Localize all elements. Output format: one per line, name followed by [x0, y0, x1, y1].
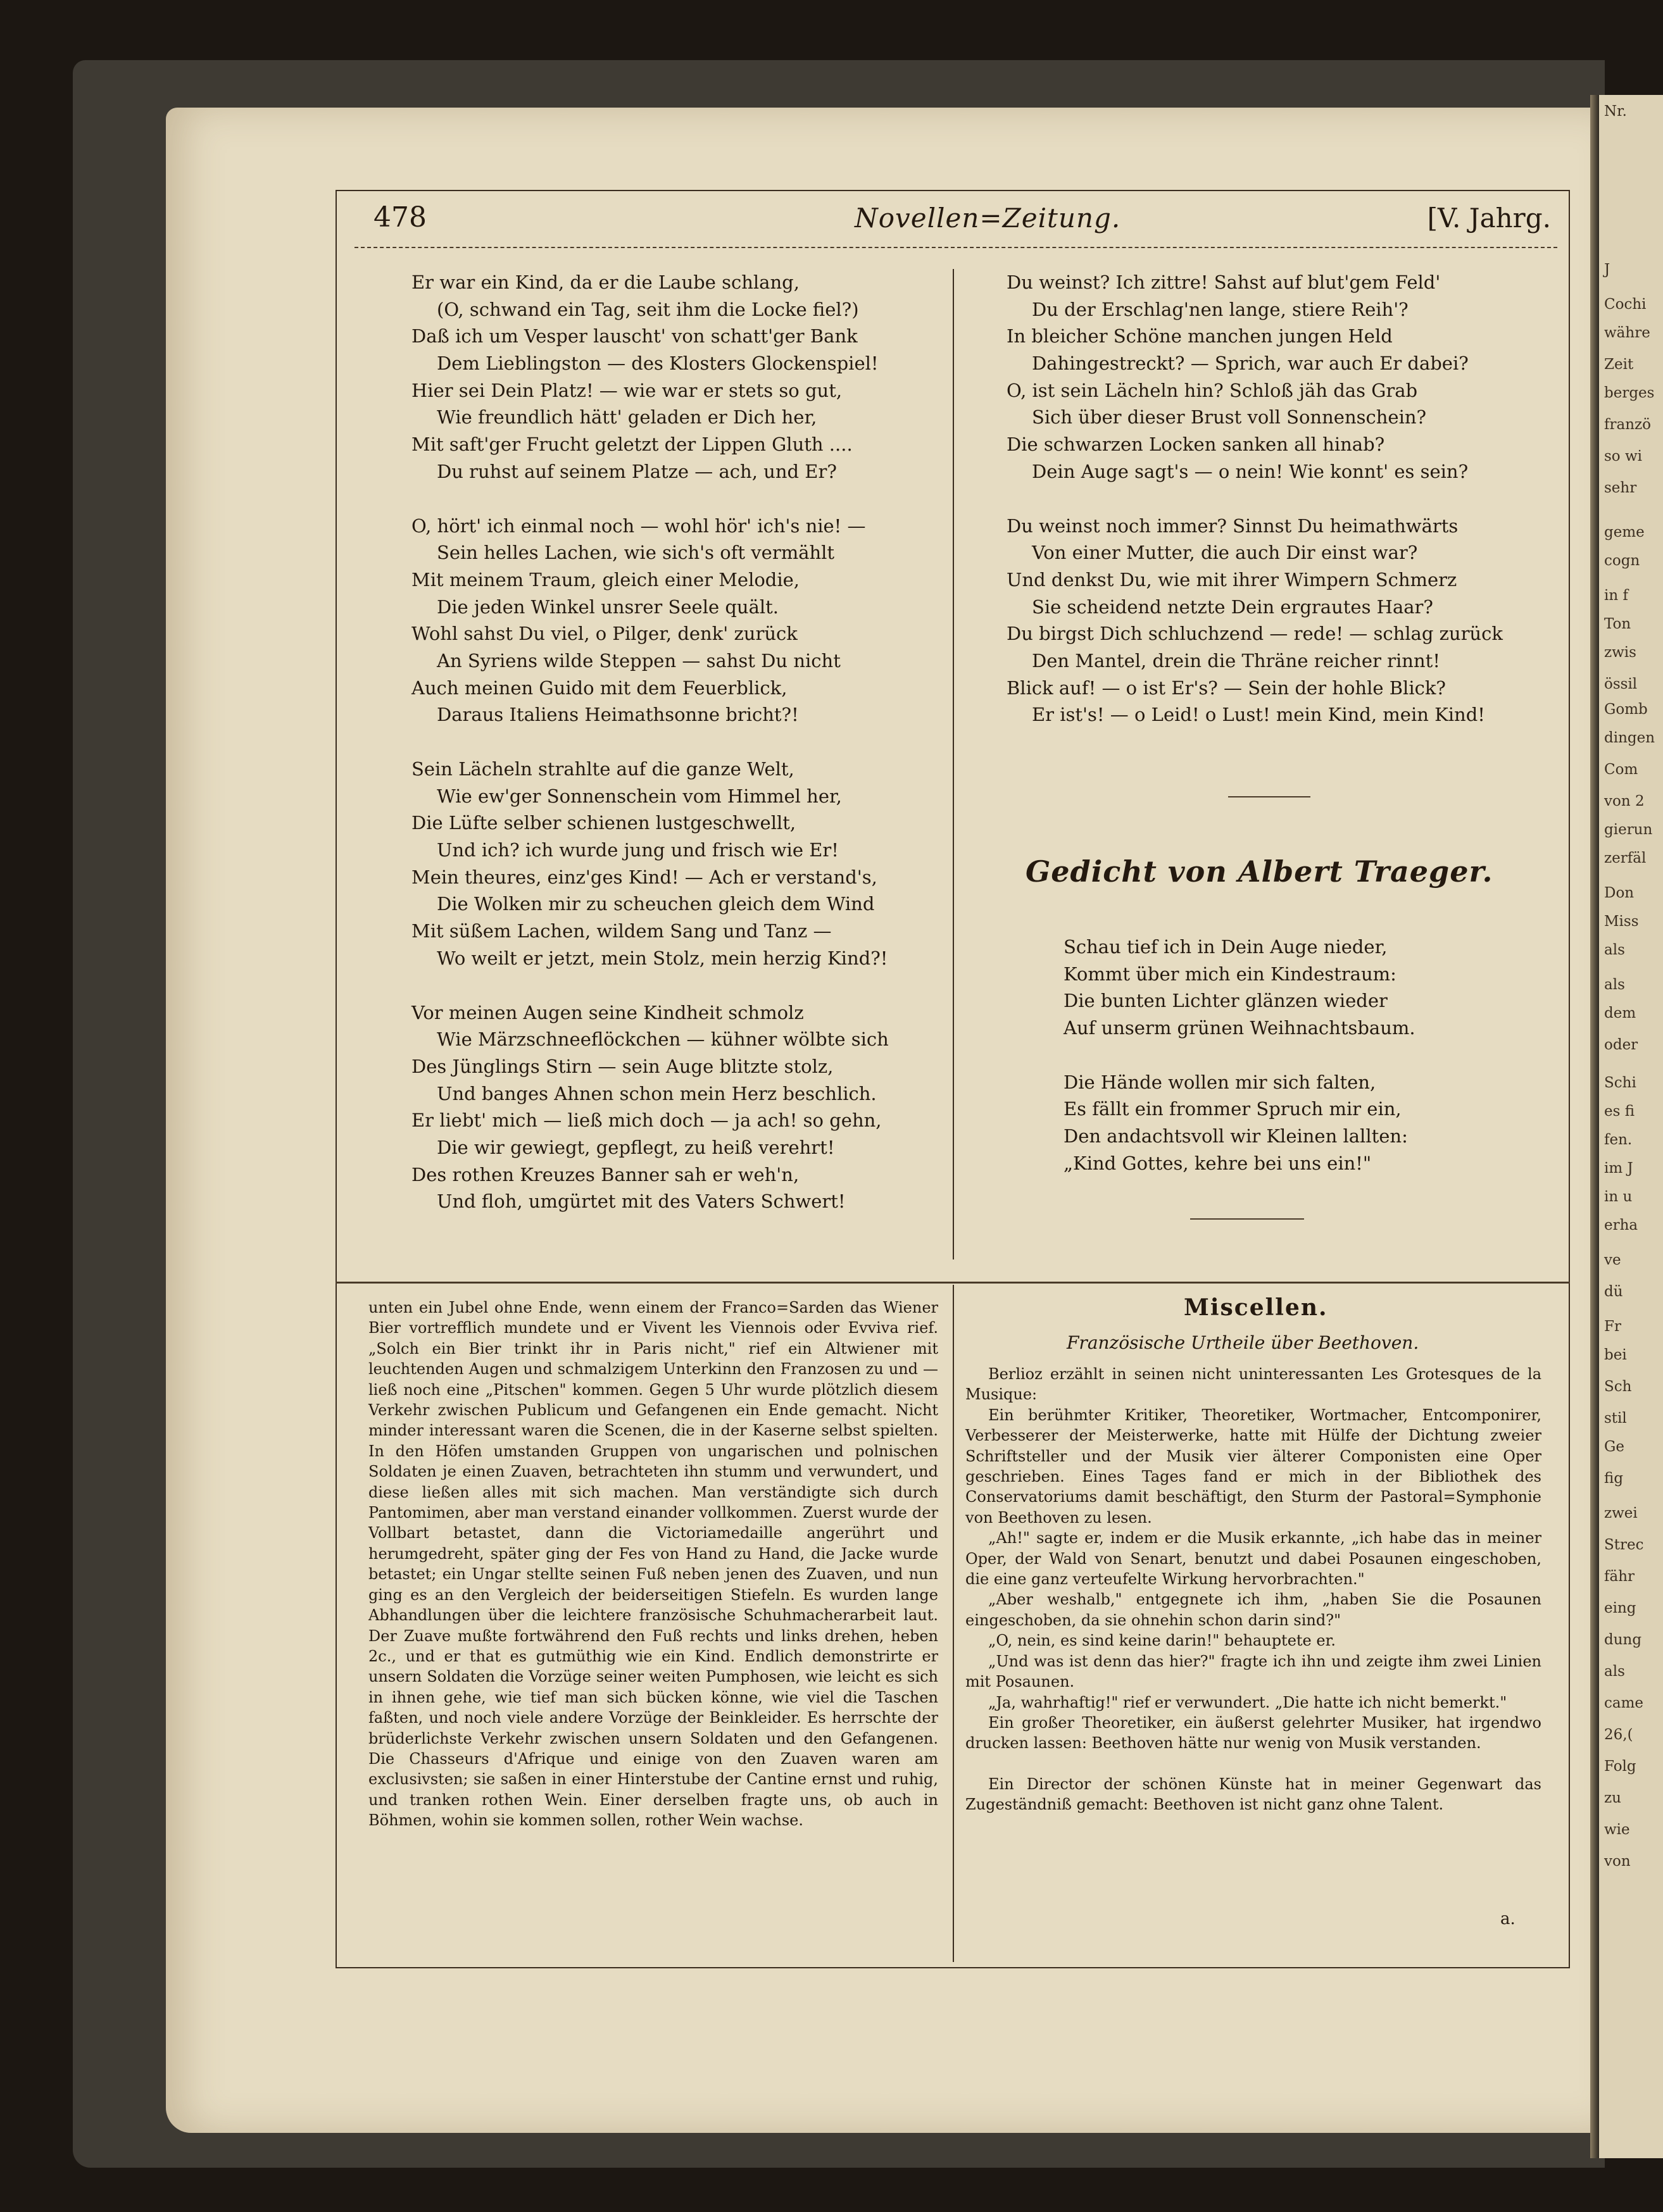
adjacent-page-fragment: als [1604, 942, 1625, 958]
poem-line: Wohl sahst Du viel, o Pilger, denk' zurück [411, 623, 798, 645]
column-divider-top [953, 269, 954, 1259]
adjacent-page-fragment: als [1604, 977, 1625, 993]
adjacent-page-fragment: Don [1604, 885, 1635, 901]
running-title: Novellen=Zeitung. [855, 203, 1121, 234]
feuilleton-rule [336, 1282, 1570, 1284]
poem-line: Auch meinen Guido mit dem Feuerblick, [411, 677, 788, 699]
poem-end-rule [1190, 1218, 1304, 1220]
miscellen-heading: Miscellen. [1184, 1294, 1328, 1321]
poem-line: Des rothen Kreuzes Banner sah er weh'n, [411, 1163, 800, 1185]
adjacent-page-fragment: Strec [1604, 1537, 1644, 1553]
poem-line: Du birgst Dich schluchzend — rede! — schlag zurück [1007, 623, 1503, 645]
poem-line: Du der Erschlag'nen lange, stiere Reih'? [1032, 298, 1409, 320]
page-header [336, 190, 1570, 247]
adjacent-page-fragment: fen. [1604, 1132, 1633, 1148]
poem-line: Die schwarzen Locken sanken all hinab? [1007, 434, 1385, 456]
poem-line: O, hört' ich einmal noch — wohl hör' ich's nie! — [411, 515, 866, 537]
poem-line: Er war ein Kind, da er die Laube schlang, [411, 272, 800, 293]
adjacent-page-fragment: währe [1604, 325, 1650, 341]
stanza-gap [411, 485, 943, 513]
adjacent-page-fragment: als [1604, 1663, 1625, 1680]
header-rule [355, 247, 1557, 248]
adjacent-page-fragment: fig [1604, 1470, 1624, 1487]
poem-line: Mit süßem Lachen, wildem Sang und Tanz — [411, 920, 832, 942]
poem-right-column [1007, 269, 1564, 728]
adjacent-page-fragment: in u [1604, 1189, 1633, 1205]
traeger-poem [1064, 934, 1545, 1177]
poem-line: Es fällt ein frommer Spruch mir ein, [1064, 1098, 1402, 1120]
poem-line: Kommt über mich ein Kindestraum: [1064, 963, 1396, 985]
poem-line: Von einer Mutter, die auch Dir einst war? [1032, 542, 1418, 564]
adjacent-page-fragment: dü [1604, 1284, 1623, 1300]
poem-line: Sein Lächeln strahlte auf die ganze Welt, [411, 758, 794, 780]
poem-line: Die Hände wollen mir sich falten, [1064, 1071, 1376, 1093]
adjacent-page-fragment: Ton [1604, 616, 1631, 632]
poem-line: Den Mantel, drein die Thräne reicher rinnt! [1032, 649, 1440, 672]
adjacent-page-fragment: Com [1604, 761, 1638, 778]
adjacent-page-fragment: Sch [1604, 1378, 1632, 1395]
poem-line: An Syriens wilde Steppen — sahst Du nicht [437, 649, 841, 672]
miscellen-paragraph: Berlioz erzählt in seinen nicht uninteressanten Les Grotesques de la Musique: [965, 1365, 1541, 1404]
poem-line: Die Lüfte selber schienen lustgeschwellt, [411, 812, 796, 834]
adjacent-page-fragment: came [1604, 1695, 1644, 1711]
adjacent-page-fragment: Miss [1604, 913, 1639, 930]
poem-line: Den andachtsvoll wir Kleinen lallten: [1064, 1125, 1408, 1147]
poem-line: Des Jünglings Stirn — sein Auge blitzte stolz, [411, 1055, 834, 1077]
adjacent-page-fragment: Folg [1604, 1758, 1636, 1775]
adjacent-page-fragment: Zeit [1604, 356, 1634, 373]
poem-line: Die bunten Lichter glänzen wieder [1064, 990, 1388, 1012]
adjacent-page-fragment: gierun [1604, 822, 1653, 838]
poem-line: Wie freundlich hätt' geladen er Dich her, [437, 406, 817, 428]
poem-line: Blick auf! — o ist Er's? — Sein der hohle Blick? [1007, 677, 1446, 699]
poem-line: Du weinst noch immer? Sinnst Du heimathwärts [1007, 515, 1459, 537]
poem-line: Und ich? ich wurde jung und frisch wie Er! [437, 839, 839, 861]
feuilleton-column [368, 1297, 938, 1831]
page-number: 478 [373, 201, 427, 234]
adjacent-page-fragment: össil [1604, 676, 1638, 692]
adjacent-page-fragment: dem [1604, 1005, 1636, 1022]
poem-line: Dahingestreckt? — Sprich, war auch Er dabei? [1032, 353, 1469, 375]
poem-line: Dem Lieblingston — des Klosters Glockenspiel! [437, 353, 879, 375]
poem-title: Gedicht von Albert Traeger. [1026, 854, 1493, 889]
adjacent-page-edge [1599, 95, 1663, 2158]
adjacent-page-fragment: J [1604, 261, 1610, 278]
poem-line: Die Wolken mir zu scheuchen gleich dem Wind [437, 893, 875, 915]
stanza-gap [1007, 485, 1564, 513]
adjacent-page-fragment: von 2 [1604, 793, 1645, 809]
adjacent-page-fragment: 26,( [1604, 1727, 1633, 1743]
adjacent-page-fragment: zwei [1604, 1505, 1638, 1522]
poem-line: Schau tief ich in Dein Auge nieder, [1064, 936, 1388, 958]
adjacent-page-fragment: dingen [1604, 730, 1655, 746]
poem-line: Die wir gewiegt, gepflegt, zu heiß verehrt! [437, 1136, 835, 1158]
poem-line: Sein helles Lachen, wie sich's oft vermählt [437, 542, 835, 564]
poem-line: Daraus Italiens Heimathsonne bricht?! [437, 704, 799, 726]
poem-line: „Kind Gottes, kehre bei uns ein!" [1064, 1152, 1372, 1174]
poem-line: Dein Auge sagt's — o nein! Wie konnt' es sein? [1032, 460, 1469, 482]
poem-line: Wie ew'ger Sonnenschein vom Himmel her, [437, 785, 842, 807]
adjacent-page-fragment: berges [1604, 385, 1655, 401]
poem-line: Wo weilt er jetzt, mein Stolz, mein herzig Kind?! [437, 947, 888, 969]
miscellen-paragraph: „Aber weshalb," entgegnete ich ihm, „haben Sie die Posaunen eingeschoben, da sie ohnehin schon darin sind?" [965, 1590, 1541, 1629]
adjacent-page-fragment: stil [1604, 1410, 1627, 1427]
adjacent-page-fragment: in f [1604, 587, 1628, 604]
adjacent-page-fragment: Nr. [1604, 103, 1627, 120]
adjacent-page-fragment: so wi [1604, 448, 1643, 465]
adjacent-page-fragment: dung [1604, 1632, 1642, 1648]
poem-line: Er ist's! — o Leid! o Lust! mein Kind, mein Kind! [1032, 704, 1485, 726]
adjacent-page-fragment: Schi [1604, 1075, 1636, 1091]
miscellen-paragraph: „Und was ist denn das hier?" fragte ich ihn und zeigte ihm zwei Linien mit Posaunen. [965, 1652, 1541, 1691]
book-gutter [1590, 95, 1599, 2158]
poem-line: Und floh, umgürtet mit des Vaters Schwert! [437, 1190, 846, 1213]
poem-line: Wie Märzschneeflöckchen — kühner wölbte sich [437, 1028, 889, 1051]
poem-line: Mit meinem Traum, gleich einer Melodie, [411, 568, 800, 590]
poem-line: Vor meinen Augen seine Kindheit schmolz [411, 1001, 804, 1023]
poem-line: Er liebt' mich — ließ mich doch — ja ach! so gehn, [411, 1109, 882, 1132]
miscellen-paragraph: Ein Director der schönen Künste hat in meiner Gegenwart das Zugeständniß gemacht: Beethoven ist nicht ganz ohne Talent. [965, 1775, 1541, 1814]
poem-line: Sie scheidend netzte Dein ergrautes Haar? [1032, 596, 1433, 618]
miscellen-column [965, 1364, 1541, 1815]
poem-line: Hier sei Dein Platz! — wie war er stets so gut, [411, 379, 843, 401]
adjacent-page-fragment: ve [1604, 1252, 1621, 1268]
miscellen-paragraph: „Ah!" sagte er, indem er die Musik erkannte, „ich habe das in meiner Oper, der Wald von Senart, benutzt und dabei Posaunen eingeschoben, die eine ganz verteufelte Wirkung hervorbrachten." [965, 1529, 1541, 1589]
adjacent-page-fragment: bei [1604, 1347, 1627, 1363]
miscellen-paragraph: „Ja, wahrhaftig!" rief er verwundert. „Die hatte ich nicht bemerkt." [988, 1693, 1507, 1711]
stanza-gap [411, 972, 943, 999]
poem-line: Mit saft'ger Frucht geletzt der Lippen Gluth .... [411, 434, 853, 456]
poem-line: (O, schwand ein Tag, seit ihm die Locke fiel?) [437, 298, 859, 320]
adjacent-page-fragment: erha [1604, 1217, 1638, 1234]
miscellen-subheading: Französische Urtheile über Beethoven. [1067, 1332, 1419, 1353]
adjacent-page-fragment: wie [1604, 1821, 1630, 1838]
poem-line: Die jeden Winkel unsrer Seele quält. [437, 596, 779, 618]
adjacent-page-fragment: Cochi [1604, 296, 1647, 313]
stanza-gap [411, 728, 943, 756]
adjacent-page-fragment: fähr [1604, 1568, 1635, 1585]
poem-line: O, ist sein Lächeln hin? Schloß jäh das Grab [1007, 379, 1418, 401]
miscellen-paragraph: Ein großer Theoretiker, ein äußerst gelehrter Musiker, hat irgendwo drucken lassen: Beethoven hätte nur wenig von Musik verstanden. [965, 1713, 1541, 1753]
adjacent-page-fragment: zerfäl [1604, 850, 1647, 866]
adjacent-page-fragment: franzö [1604, 416, 1651, 433]
adjacent-page-fragment: geme [1604, 524, 1645, 541]
adjacent-page-fragment: zwis [1604, 644, 1636, 661]
poem-line: Du weinst? Ich zittre! Sahst auf blut'gem Feld' [1007, 272, 1441, 293]
section-rule [1228, 796, 1310, 797]
adjacent-page-fragment: Ge [1604, 1439, 1624, 1455]
poem-line: Sich über dieser Brust voll Sonnenschein? [1032, 406, 1427, 428]
adjacent-page-fragment: sehr [1604, 480, 1637, 496]
adjacent-page-fragment: Fr [1604, 1318, 1621, 1335]
adjacent-page-fragment: im J [1604, 1160, 1633, 1177]
adjacent-page-fragment: Gomb [1604, 701, 1648, 718]
adjacent-page-fragment: von [1604, 1853, 1631, 1870]
poem-line: Auf unserm grünen Weihnachtsbaum. [1064, 1017, 1415, 1039]
poem-line: Und denkst Du, wie mit ihrer Wimpern Schmerz [1007, 568, 1457, 590]
volume-label: [V. Jahrg. [1427, 203, 1551, 234]
column-divider-bottom [953, 1285, 954, 1962]
stanza-gap [1064, 1042, 1545, 1069]
miscellen-paragraph: „O, nein, es sind keine darin!" behauptete er. [988, 1632, 1336, 1650]
adjacent-page-fragment: oder [1604, 1037, 1638, 1053]
miscellen-paragraph: Ein berühmter Kritiker, Theoretiker, Wortmacher, Entcomponirer, Verbesserer der Meisterwerke, hatte mit Hülfe der Dichtung zweier Schriftsteller und der Musik vier älterer Componisten eine Oper geschrieben. Eines Tages fand er mich in der Bibliothek des Conservatoriums damit beschäftigt, den Sturm der Pastoral=Symphonie von Beethoven zu lesen. [965, 1406, 1541, 1527]
poem-line: Du ruhst auf seinem Platze — ach, und Er? [437, 460, 837, 482]
adjacent-page-fragment: zu [1604, 1790, 1621, 1806]
poem-left-column [411, 269, 943, 1215]
poem-line: Und banges Ahnen schon mein Herz beschlich. [437, 1082, 877, 1104]
miscellen-signature: a. [1500, 1909, 1516, 1928]
poem-line: In bleicher Schöne manchen jungen Held [1007, 325, 1393, 347]
adjacent-page-fragment: cogn [1604, 553, 1640, 569]
poem-line: Daß ich um Vesper lauscht' von schatt'ger Bank [411, 325, 858, 347]
adjacent-page-fragment: eing [1604, 1600, 1636, 1616]
feuilleton-text: unten ein Jubel ohne Ende, wenn einem der Franco=Sarden das Wiener Bier vortrefflich mundete und er Vivent les Viennois oder Evviva rief. „Solch ein Bier trinkt ihr in Paris nicht," rief ein Altwiener mit leuchtenden Augen und schmalzigem Unterkinn den Franzosen zu und — ließ noch eine „Pitschen" kommen. Gegen 5 Uhr wurde plötzlich diesem Verkehr zwischen Publicum und Gefangenen ein Ende gemacht. Nicht minder interessant waren die Scenen, die in der Kaserne selbst spielten. In den Höfen umstanden Gruppen von ungarischen und polnischen Soldaten je einen Zuaven, betrachteten ihn stumm und verwundert, und diese ließen alles mit sich machen. Man verständigte sich durch Pantomimen, aber man verstand einander vollkommen. Zuerst wurde der Vollbart betastet, dann die Victoriamedaille angerührt und herumgedreht, später ging der Fes von Hand zu Hand, die Jacke wurde betastet; ein Ungar stellte seinen Fuß neben jenen des Zuaven, und nun ging es an den Vergleich der beiderseitigen Stiefeln. Es wurden lange Abhandlungen über die leichtere französische Schuhmacherarbeit laut. Der Zuave mußte fortwährend den Fuß rechts und links drehen, heben 2c., und er that es gutmüthig wie ein Kind. Endlich demonstrirte er unsern Soldaten die Vorzüge seiner weiten Pumphosen, wie leicht es sich in ihnen gehe, wie tief man sich bücken könne, wie viel die Taschen faßten, und noch viele andere Vorzüge der Beinkleider. Es herrschte der brüderlichste Verkehr zwischen unsern Soldaten und den Gefangenen. Die Chasseurs d'Afrique und einige von den Zuaven waren am exclusivsten; sie saßen in einer Hinterstube der Cantine ernst und ruhig, und tranken rothen Wein. Einer derselben fragte uns, ob auch in Böhmen, wohin sie kommen sollen, rother Wein wachse. [368, 1299, 938, 1830]
poem-line: Mein theures, einz'ges Kind! — Ach er verstand's, [411, 866, 877, 888]
adjacent-page-fragment: es fi [1604, 1103, 1635, 1120]
